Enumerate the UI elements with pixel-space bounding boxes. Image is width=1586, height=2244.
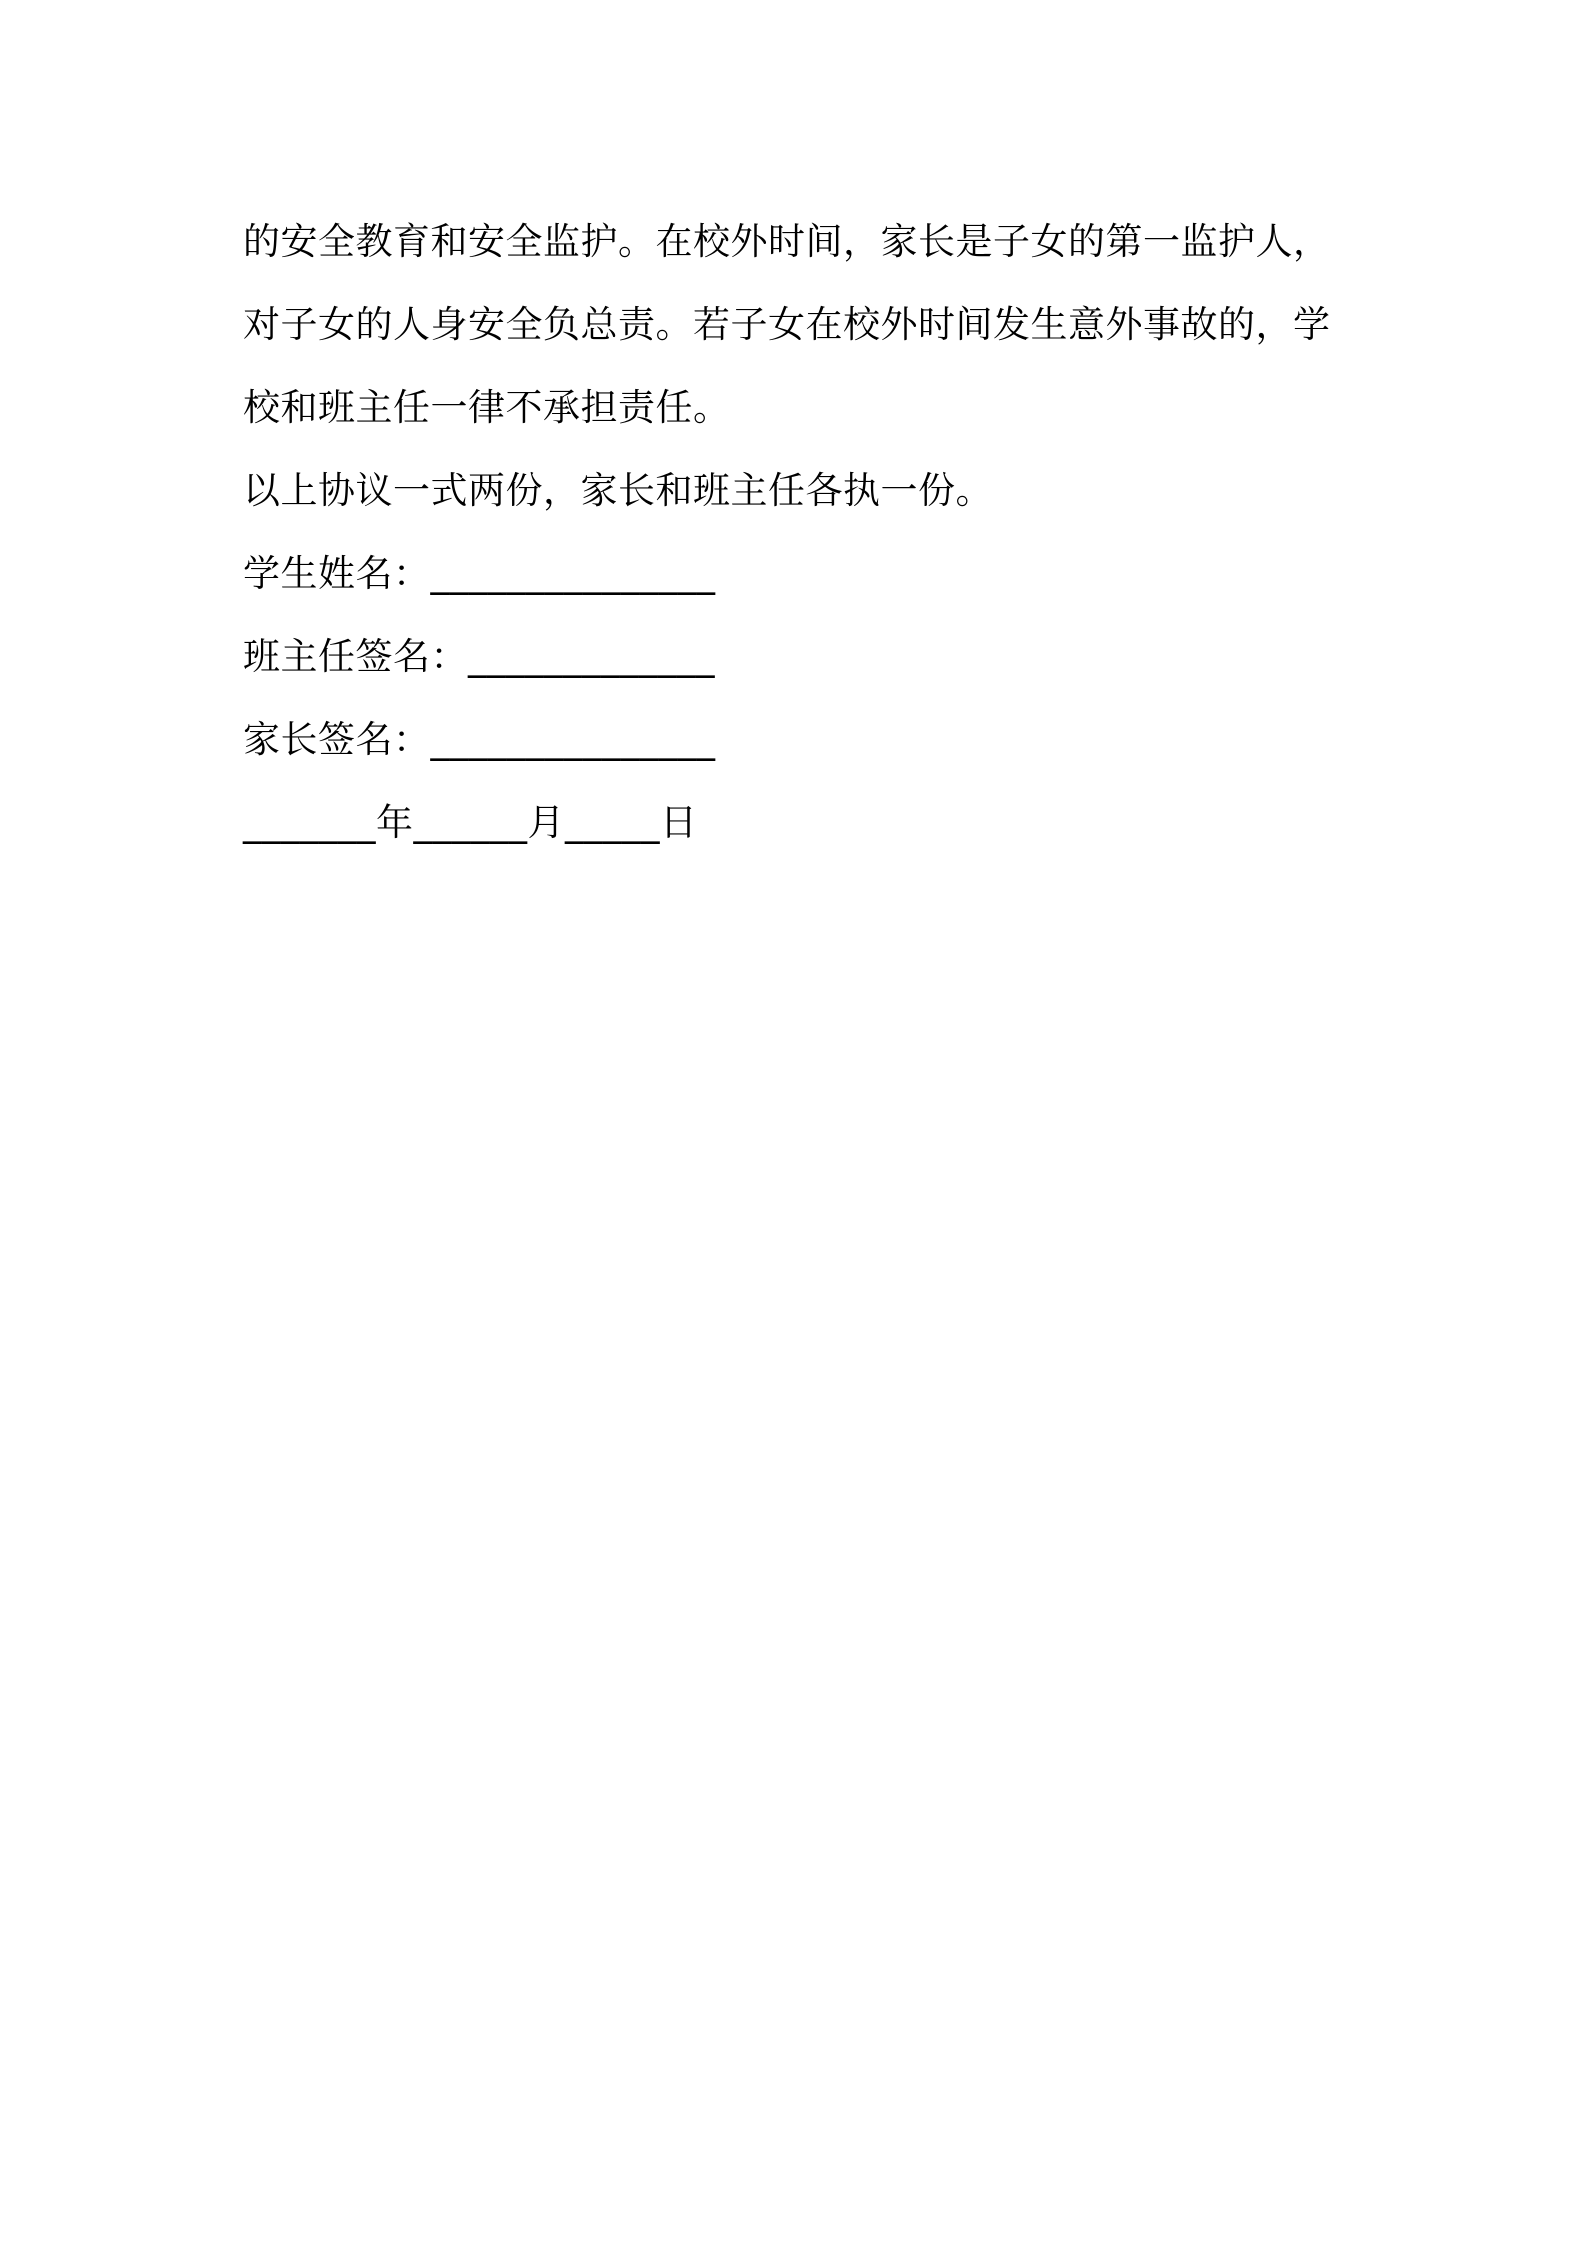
body-paragraph-copies: 以上协议一式两份，家长和班主任各执一份。: [243, 469, 993, 512]
body-paragraph-safety: 的安全教育和安全监护。在校外时间，家长是子女的第一监护人，对子女的人身安全负总责。若子女在校外时间发生意外事故的，学校和班主任一律不承担责任。: [243, 220, 1331, 429]
teacher-signature-field: 班主任签名：_____________: [243, 635, 715, 678]
document-body: [243, 200, 1353, 864]
parent-signature-field: 家长签名：_______________: [243, 718, 716, 761]
date-field: _______年______月_____日: [243, 801, 698, 844]
student-name-field: 学生姓名：_______________: [243, 552, 716, 595]
